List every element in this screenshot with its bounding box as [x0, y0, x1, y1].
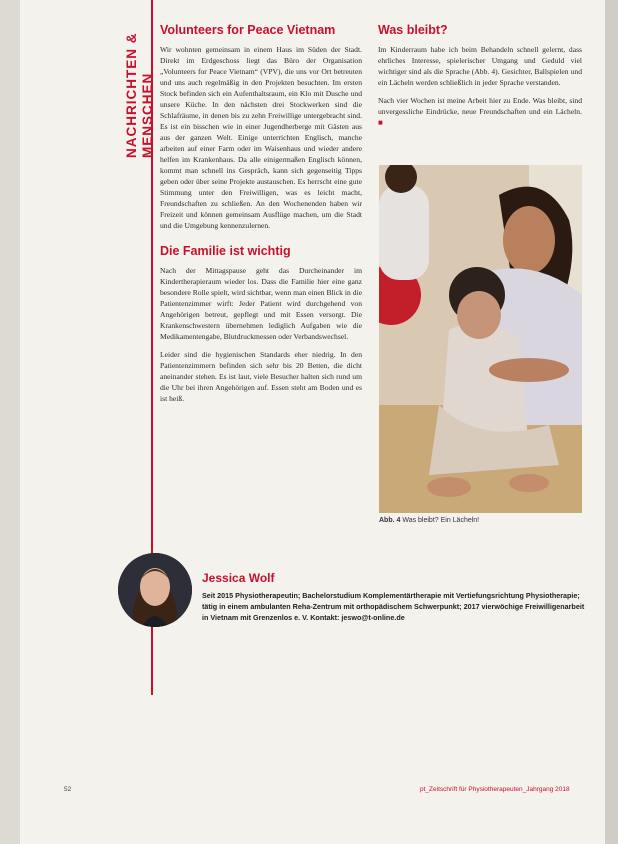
- heading-family: Die Familie ist wichtig: [160, 244, 291, 258]
- author-avatar: [118, 553, 192, 627]
- page-number: 52: [64, 786, 72, 793]
- heading-volunteers: Volunteers for Peace Vietnam: [160, 23, 336, 37]
- paragraph-was-bleibt-2-text: Nach vier Wochen ist meine Arbeit hier zu Ende. Was bleibt, sind unvergessliche Eindrücke, neue Freundschaften und ein Lächeln.: [378, 96, 582, 116]
- end-mark-icon: ■: [378, 118, 383, 127]
- author-bio: Seit 2015 Physiotherapeutin; Bachelorstudium Komplementärtherapie mit Vertiefungsrichtung Physiotherapie; tätig in einem ambulanten Reha-Zentrum mit orthopädischem Schwerpunkt; 2017 vierwöchige Freiwilligenarbeit in Vietnam mit Grenzenlos e. V. Kontakt: jeswo@t-online.de: [202, 591, 585, 622]
- figure-4-caption: [379, 517, 582, 524]
- caption-text: Was bleibt? Ein Lächeln!: [402, 517, 480, 524]
- section-label: [118, 8, 162, 168]
- section-label-line2: MENSCHEN: [140, 72, 155, 158]
- right-column: [378, 22, 582, 135]
- section-label-line1: NACHRICHTEN &: [124, 32, 139, 158]
- paragraph-was-bleibt-2: [378, 95, 582, 128]
- paragraph-family-2: Leider sind die hygienischen Standards eher niedrig. In den Patientenzimmern befinden sich sehr bis 20 Betten, die dicht aneinander stehen. Es ist laut, viele Besucher halten sich rund um die Uhr bei ihren Angehörigen auf. Essen steht am Boden und es ist heiß.: [160, 350, 362, 403]
- paragraph-family-1: Nach der Mittagspause geht das Durcheinander im Kindertherapieraum wieder los. Dass die Familie hier eine ganz besondere Rolle spielt, wird sichtbar, wenn man einen Blick in die Patientenzimmer wirft: Jeder Patient wird durchgehend von Angehörigen betreut, gepflegt und mit Essen versorgt. Die Krankenschwestern übernehmen lediglich Aufgaben wie die Medikamentengabe, Blutdruckmessen oder Verbandswechsel.: [160, 266, 362, 341]
- author-portrait: [118, 553, 192, 627]
- journal-footer: pt_Zeitschrift für Physiotherapeuten_Jahrgang 2018: [420, 786, 570, 793]
- left-column: [160, 22, 362, 411]
- heading-was-bleibt: Was bleibt?: [378, 23, 448, 37]
- caption-label: Abb. 4: [379, 517, 401, 524]
- paragraph-volunteers: Wir wohnten gemeinsam in einem Haus im Süden der Stadt. Direkt im Erdgeschoss liegt das Büro der Organisation „Volunteers for Peace Vietnam“ (VPV), die uns vor Ort betreuten und uns auch regelmäßig in den Projekten besuchten. Im ersten Stock befinden sich ein Aufenthaltsraum, ein Klo mit Dusche und unsere Küche. In den nächsten drei Stockwerken sind die Schlafräume, in denen bis zu zehn Freiwillige untergebracht sind. Es ist ein bisschen wie in einer Jugendherberge mit Gästen aus aus der ganzen Welt. Einige unterrichten Englisch, manche arbeiten auf einer Farm oder im Waisenhaus und wieder andere helfen im Krankenhaus. Da alle einigermaßen Englisch können, kommt man schnell ins Gespräch, kann sich gegenseitig Tipps geben oder über seine Projekte austauschen. Es herrscht eine gute Stimmung unter den Freiwilligen, was es leicht macht, Freundschaften zu schließen. An den Wochenenden haben wir Freizeit und können gemeinsam Ausflüge machen, um die Stadt und die Umgebung kennenzulernen.: [160, 45, 362, 230]
- author-name: Jessica Wolf: [202, 571, 275, 585]
- figure-4-photo: [379, 165, 582, 513]
- photo-therapist-with-child: [379, 165, 582, 513]
- paragraph-was-bleibt-1: Im Kinderraum habe ich beim Behandeln schnell gelernt, dass ehrliches Interesse, spielerischer Umgang und Geduld viel wichtiger sind als die Sprache (Abb. 4). Gesichter, Ballspielen und ein Lächeln werden schließlich in jeder Sprache verstanden.: [378, 45, 582, 87]
